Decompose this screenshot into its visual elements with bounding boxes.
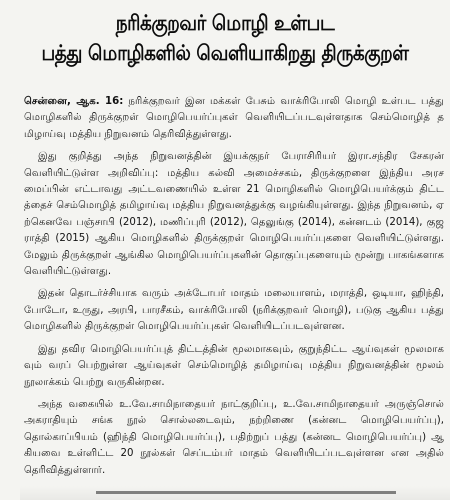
lead-text: நரிக்குறவர் இன மக்கள் பேசும் வாக்ரிபோலி மொழி உள்பட பத்து மொழிகளில் திருக்குறள் மொழிபெயர்ப்புகள் வெளியிடப்படவுள்ளதாக செம்மொழித் தமிழாய்வு மத்திய நிறுவனம் தெரிவித்துள்ளது.	[24, 96, 444, 140]
article-body	[24, 94, 444, 485]
next-headline-cutoff	[96, 491, 396, 500]
article-paragraph: இது குறித்து அந்த நிறுவனத்தின் இயக்குநர் பேராசிரியர் இரா.சந்திர சேகரன் வெளியிட்டுள்ள அறிவிப்பு: மத்திய கல்வி அமைச்சகம், திருக்குறளை இந்திய அரசமைப்பின் எட்டாவது அட்டவணையில் உள்ள 21 மொழிகளில் மொழிபெயர்க்கும் திட்டத்தைச் செம்மொழித் தமிழாய்வு மத்திய நிறுவனத்துக்கு வழங்கியுள்ளது. இந்த நிறுவனம், ஏற்கெனவே பஞ்சாபி (2012), மணிப்புரி (2012), தெலுங்கு (2014), கன்னடம் (2014), குஜராத்தி (2015) ஆகிய மொழிகளில் திருக்குறள் மொழிபெயர்ப்புகளை வெளியிட்டுள்ளது. மேலும் திருக்குறள் ஆங்கில மொழிபெயர்ப்புகளின் தொகுப்புகளையும் மூன்று பாகங்களாக வெளியிட்டுள்ளது.	[24, 151, 444, 278]
article-paragraph: அந்த வகையில் உ.வே.சாமிநாதையர் நாட்குறிப்பு, உ.வே.சாமிநாதையர் அருஞ்சொல் அகராதியும் சங்க நூல் சொல்லடைவும், நற்றிணை (கன்னட மொழிபெயர்ப்பு), தொல்காப்பியம் (ஹிந்தி மொழிபெயர்ப்பு), பதிற்றுப் பத்து (கன்னட மொழிபெயர்ப்பு) ஆகியவை உள்ளிட்ட 20 நூல்கள் செப்டம்பர் மாதம் வெளியிடப்படவுள்ளன என அதில் தெரிவித்துள்ளார்.	[24, 398, 444, 476]
headline-line-2: பத்து மொழிகளில் வெளியாகிறது திருக்குறள்	[41, 41, 409, 65]
article-paragraph-lead	[24, 94, 444, 143]
headline-line-1: நரிக்குறவர் மொழி உள்பட	[115, 11, 335, 35]
headline	[0, 0, 450, 68]
dateline: சென்னை, ஆக. 16:	[24, 96, 124, 107]
article-paragraph: இதன் தொடர்ச்சியாக வரும் அக்டோபர் மாதம் மலையாளம், மராத்தி, ஒடியா, ஹிந்தி, போடோ, உருது, அரபி, பாரசீகம், வாக்ரிபோலி (நரிக்குறவர் மொழி), படுகு ஆகிய பத்து மொழிகளில் திருக்குறள் மொழிபெயர்ப்புகள் வெளியிடப்படவுள்ளன.	[24, 288, 444, 333]
article-paragraph: இது தவிர மொழிபெயர்ப்புத் திட்டத்தின் மூலமாகவும், குறுந்திட்ட ஆய்வுகள் மூலமாகவும் வரப் பெற்றுள்ள ஆய்வுகள் செம்மொழித் தமிழாய்வு மத்திய நிறுவனத்தின் மூலம் நூலாக்கம் பெற்று வருகின்றன.	[24, 343, 444, 388]
